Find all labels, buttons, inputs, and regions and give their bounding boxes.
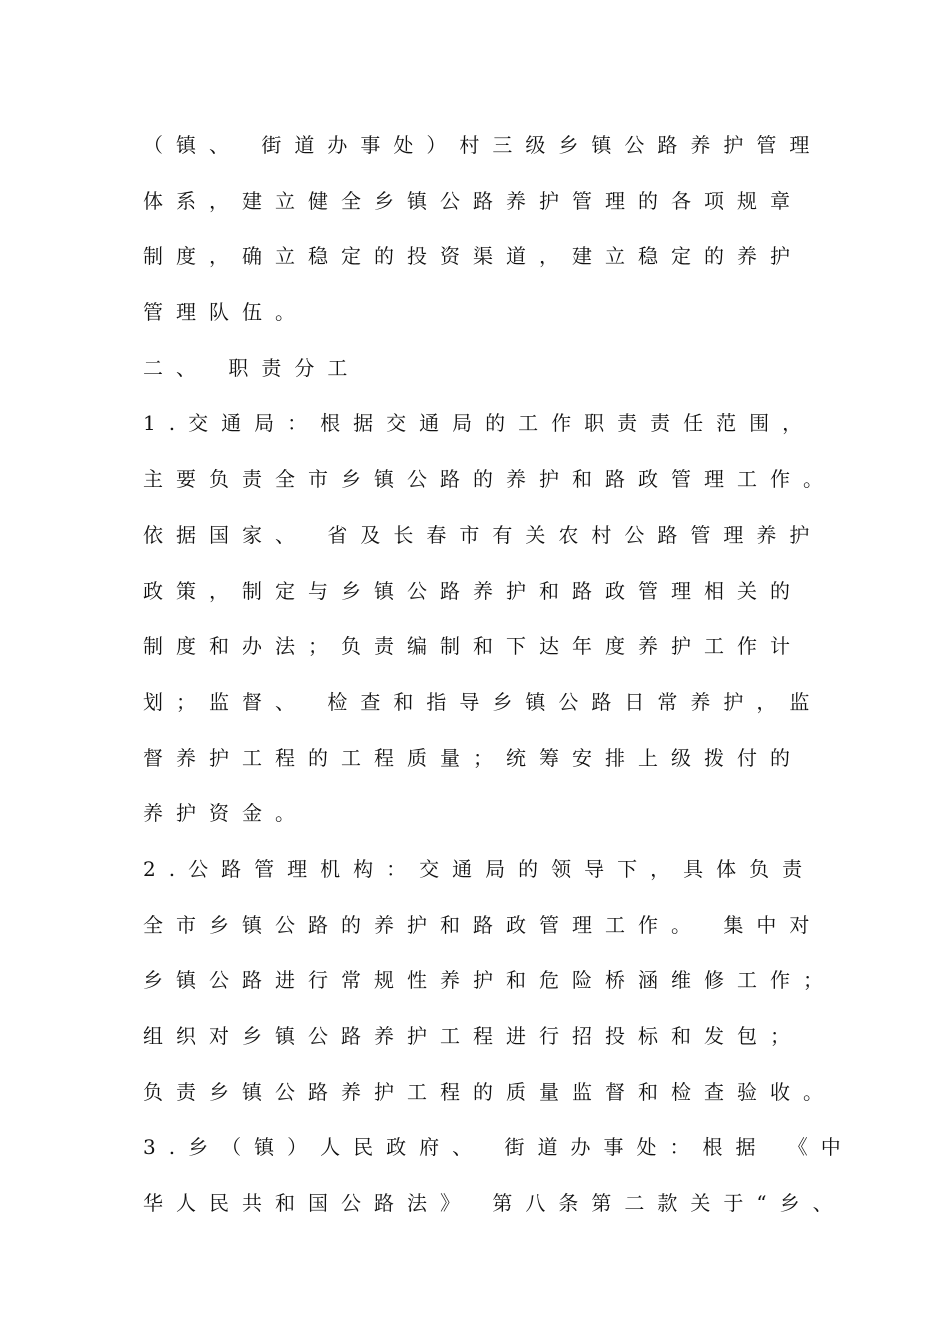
body-text [143, 127, 854, 1241]
text-line: 乡镇公路进行常规性养护和危险桥涵维修工作； [143, 968, 836, 993]
text-line: 督养护工程的工程质量；统筹安排上级拨付的 [143, 745, 803, 770]
text-line: 养护资金。 [143, 801, 308, 826]
text-line: 2.公路管理机构：交通局的领导下，具体负责 [143, 856, 816, 881]
text-line: 政策，制定与乡镇公路养护和路政管理相关的 [143, 578, 803, 603]
text-line: 1.交通局：根据交通局的工作职责责任范围， [143, 411, 816, 436]
text-line: 主要负责全市乡镇公路的养护和路政管理工作。 [143, 467, 836, 492]
text-line: （镇、 街道办事处）村三级乡镇公路养护管理 [143, 133, 823, 157]
text-line: 划；监督、 检查和指导乡镇公路日常养护，监 [143, 689, 823, 714]
text-line: 负责乡镇公路养护工程的质量监督和检查验收。 [143, 1079, 836, 1104]
text-line: 制度，确立稳定的投资渠道，建立稳定的养护 [143, 244, 803, 269]
text-line: 依据国家、 省及长春市有关农村公路管理养护 [143, 522, 823, 547]
text-line: 组织对乡镇公路养护工程进行招投标和发包； [143, 1024, 803, 1048]
text-line: 华人民共和国公路法》 第八条第二款关于“乡、 [143, 1191, 846, 1216]
text-line: 体系，建立健全乡镇公路养护管理的各项规章 [143, 188, 803, 213]
text-line: 3.乡（镇）人民政府、 街道办事处：根据 《中 [143, 1135, 854, 1160]
text-line: 制度和办法；负责编制和下达年度养护工作计 [143, 634, 803, 659]
section-heading: 二、 职责分工 [143, 355, 361, 380]
text-line: 全市乡镇公路的养护和路政管理工作。 集中对 [143, 912, 823, 937]
text-line: 管理队伍。 [143, 300, 308, 325]
